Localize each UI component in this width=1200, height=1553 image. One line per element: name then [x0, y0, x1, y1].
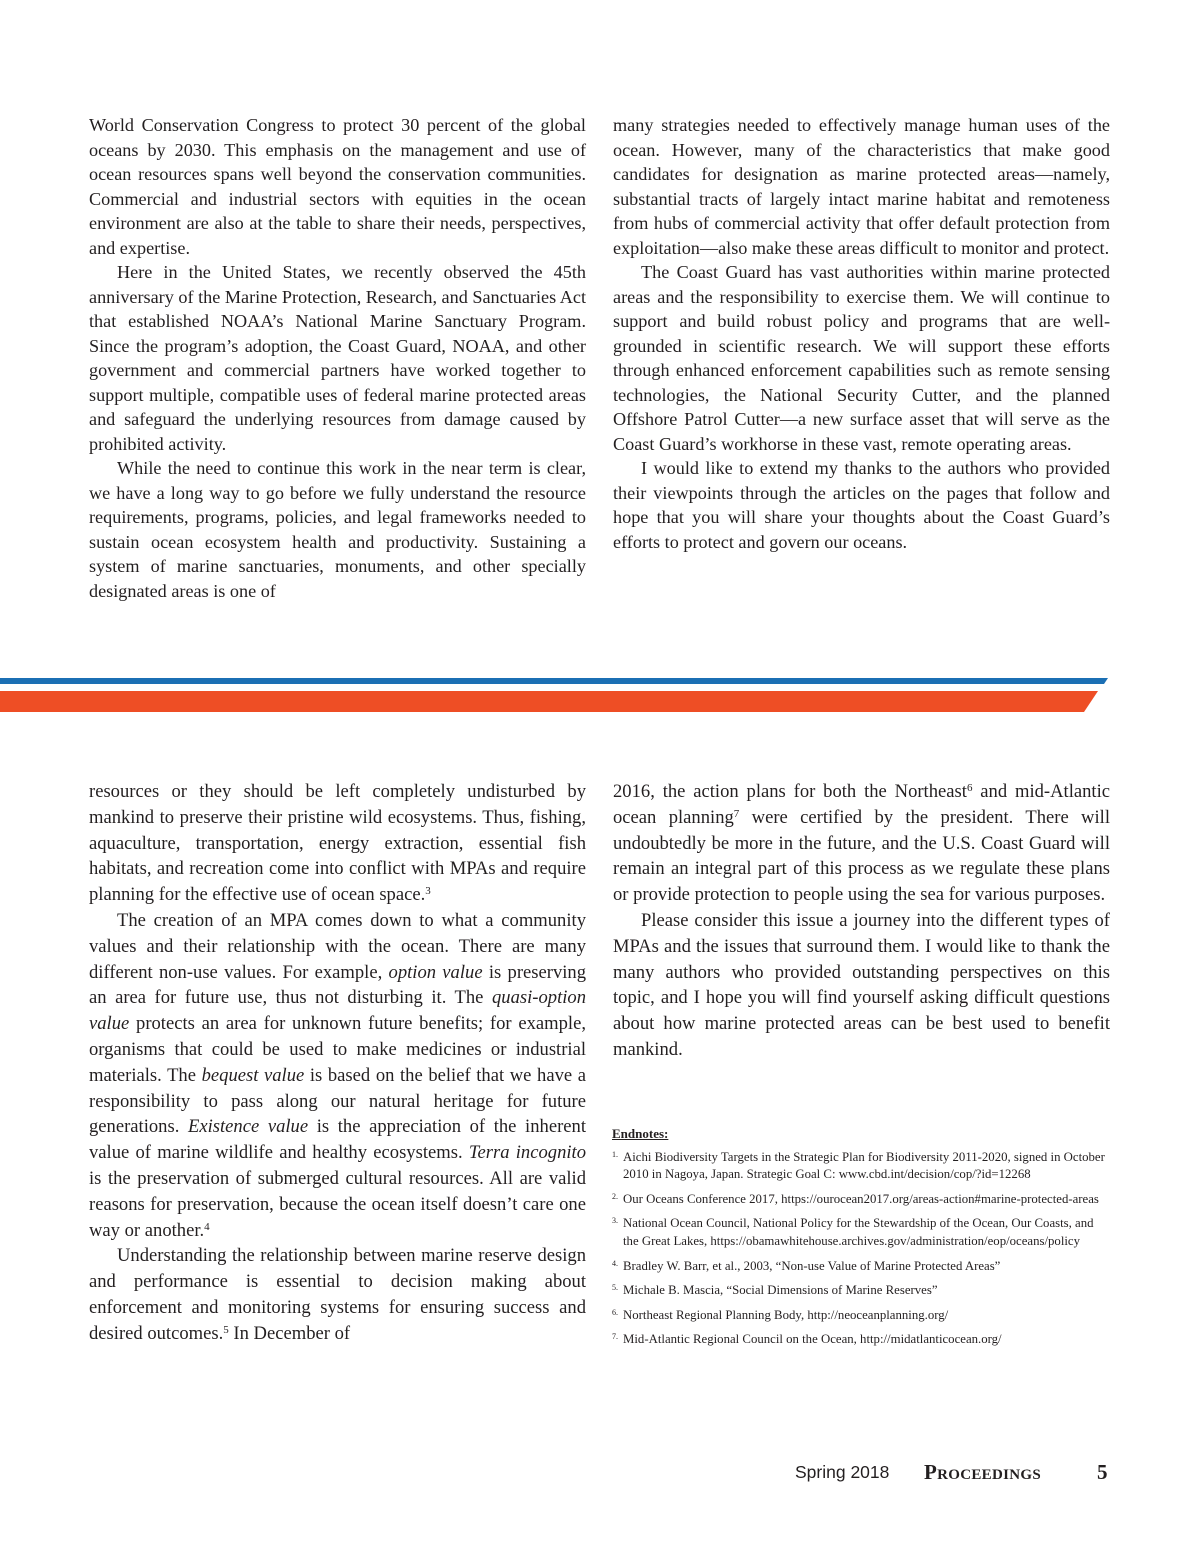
emphasis: option value: [388, 961, 483, 983]
endnote-item: [612, 1215, 1110, 1250]
endnote-item: [612, 1307, 1110, 1325]
endnote-ref: 6: [966, 782, 973, 794]
endnote-number: 6.: [612, 1307, 618, 1317]
emphasis: Terra incognito: [468, 1142, 586, 1164]
endnote-item: [612, 1149, 1110, 1184]
endnote-ref: 7: [733, 807, 740, 820]
endnote-number: 2.: [612, 1191, 618, 1201]
paragraph: Please consider this issue a journey into the different types of MPAs and the issues that surround them. I would like to thank the many authors who provided outstanding perspectives on this topic, and I hope you will find yourself asking difficult questions about how marine protected areas can be best used to benefit mankind.: [613, 909, 1110, 1060]
section-divider-stripes: [0, 678, 1200, 714]
emphasis: bequest value: [201, 1064, 305, 1086]
endnote-ref: 4: [204, 1220, 210, 1233]
endnote-text: Our Oceans Conference 2017, https://ourocean2017.org/areas-action#marine-protected-areas: [623, 1191, 1099, 1206]
endnotes: [612, 1125, 1110, 1356]
endnote-item: [612, 1258, 1110, 1276]
top-left-column: [89, 113, 586, 603]
endnote-text: Michale B. Mascia, “Social Dimensions of Marine Reserves”: [623, 1283, 938, 1298]
endnote-text: National Ocean Council, National Policy for the Stewardship of the Ocean, Our Coasts, and the Great Lakes, https://obamawhitehouse.archives.gov/administration/eop/oceans/policy: [623, 1216, 1094, 1248]
paragraph: World Conservation Congress to protect 30 percent of the global oceans by 2030. This emphasis on the management and use of ocean resources spans well beyond the conservation communities. Commercial and industrial sectors with equities in the ocean environment are also at the table to share their needs, perspectives, and expertise.: [89, 115, 586, 258]
paragraph: I would like to extend my thanks to the authors who provided their viewpoints through the articles on the pages that follow and hope that you will share your thoughts about the Coast Guard’s efforts to protect and govern our oceans.: [613, 458, 1110, 552]
page-footer: [790, 1460, 1120, 1490]
endnote-item: [612, 1282, 1110, 1300]
endnote-number: 3.: [612, 1216, 618, 1226]
endnote-item: [612, 1331, 1110, 1349]
endnote-text: Northeast Regional Planning Body, http://neoceanplanning.org/: [623, 1307, 949, 1322]
endnote-number: 5.: [612, 1283, 618, 1293]
emphasis: Existence value: [187, 1116, 309, 1138]
paragraph: Understanding the relationship between marine reserve design and performance is essential to decision making about enforcement and monitoring systems for ensuring success and desired outcomes.$^5$ In December of: [89, 1245, 586, 1344]
endnote-item: [612, 1191, 1110, 1209]
endnote-number: 7.: [612, 1332, 618, 1342]
emphasis: quasi-option value: [89, 987, 586, 1035]
bottom-right-column: [613, 779, 1110, 1063]
top-right-column: [613, 113, 1110, 554]
page-number: 5: [1097, 1460, 1108, 1484]
endnote-text: Bradley W. Barr, et al., 2003, “Non-use Value of Marine Protected Areas”: [623, 1258, 1001, 1273]
orange-stripe: [0, 691, 1098, 712]
paragraph: Here in the United States, we recently observed the 45th anniversary of the Marine Protection, Research, and Sanctuaries Act that established NOAA’s National Marine Sanctuary Program. Since the program’s adoption, the Coast Guard, NOAA, and other government and commercial partners have worked together to support multiple, compatible uses of federal marine protected areas and safeguard the underlying resources from damage caused by prohibited activity.: [89, 262, 586, 454]
paragraph: resources or they should be left completely undisturbed by mankind to preserve their pristine wild ecosystems. Thus, fishing, aquaculture, transportation, energy extraction, essential fish habitats, and recreation come into conflict with MPAs and require planning for the effective use of ocean space.$^3$: [89, 781, 586, 906]
endnotes-title: Endnotes:: [612, 1126, 669, 1141]
blue-stripe: [0, 678, 1108, 684]
endnote-text: Mid-Atlantic Regional Council on the Ocean, http://midatlanticocean.org/: [623, 1332, 1002, 1347]
paragraph: The Coast Guard has vast authorities within marine protected areas and the responsibility to exercise them. We will continue to support and build robust policy and programs that are well-grounded in scientific research. We will support these efforts through enhanced enforcement capabilities such as remote sensing technologies, the National Security Cutter, and the planned Offshore Patrol Cutter—a new surface asset that will serve as the Coast Guard’s workhorse in these vast, remote operating areas.: [613, 262, 1110, 454]
paragraph: many strategies needed to effectively manage human uses of the ocean. However, many of the characteristics that make good candidates for designation as marine protected areas—namely, substantial tracts of largely intact marine habitat and remoteness from hubs of commercial activity that offer default protection from exploitation—also make these areas difficult to monitor and protect.: [613, 115, 1110, 258]
paragraph: 2016, the action plans for both the Northeast$^6$ and mid-Atlantic ocean planning$^7$ were certified by the president. There will undoubtedly be more in the future, and the U.S. Coast Guard will remain an integral part of this process as we regulate these plans or provide protection to people using the sea for various purposes.: [613, 781, 1110, 906]
issue-season: Spring 2018: [795, 1462, 890, 1482]
endnote-ref: 3: [425, 885, 431, 898]
paragraph: The creation of an MPA comes down to what a community values and their relationship with the ocean. There are many different non-use values. For example, option value is preserving an area for future use, thus not disturbing it. The quasi-option value protects an area for unknown future benefits; for example, organisms that could be used to make medicines or industrial materials. The bequest value is based on the belief that we have a responsibility to pass along our natural heritage for future generations. Existence value is the appreciation of the inherent value of marine wildlife and healthy ecosystems. Terra incognito is the preservation of submerged cultural resources. All are valid reasons for preservation, because the ocean itself doesn’t care one way or another.$^4$: [89, 909, 587, 1241]
endnote-ref: 5: [223, 1323, 229, 1336]
endnote-number: 4.: [612, 1258, 618, 1268]
endnote-text: Aichi Biodiversity Targets in the Strategic Plan for Biodiversity 2011-2020, signed in October 2010 in Nagoya, Japan. Strategic Goal C: www.cbd.int/decision/cop/?id=12268: [623, 1149, 1105, 1182]
magazine-title: Proceedings: [924, 1460, 1041, 1484]
endnote-number: 1.: [612, 1149, 618, 1159]
bottom-left-column: [89, 779, 586, 1347]
paragraph: While the need to continue this work in the near term is clear, we have a long way to go before we fully understand the resource requirements, programs, policies, and legal frameworks needed to sustain ocean ecosystem health and productivity. Sustaining a system of marine sanctuaries, monuments, and other specially designated areas is one of: [89, 458, 586, 601]
